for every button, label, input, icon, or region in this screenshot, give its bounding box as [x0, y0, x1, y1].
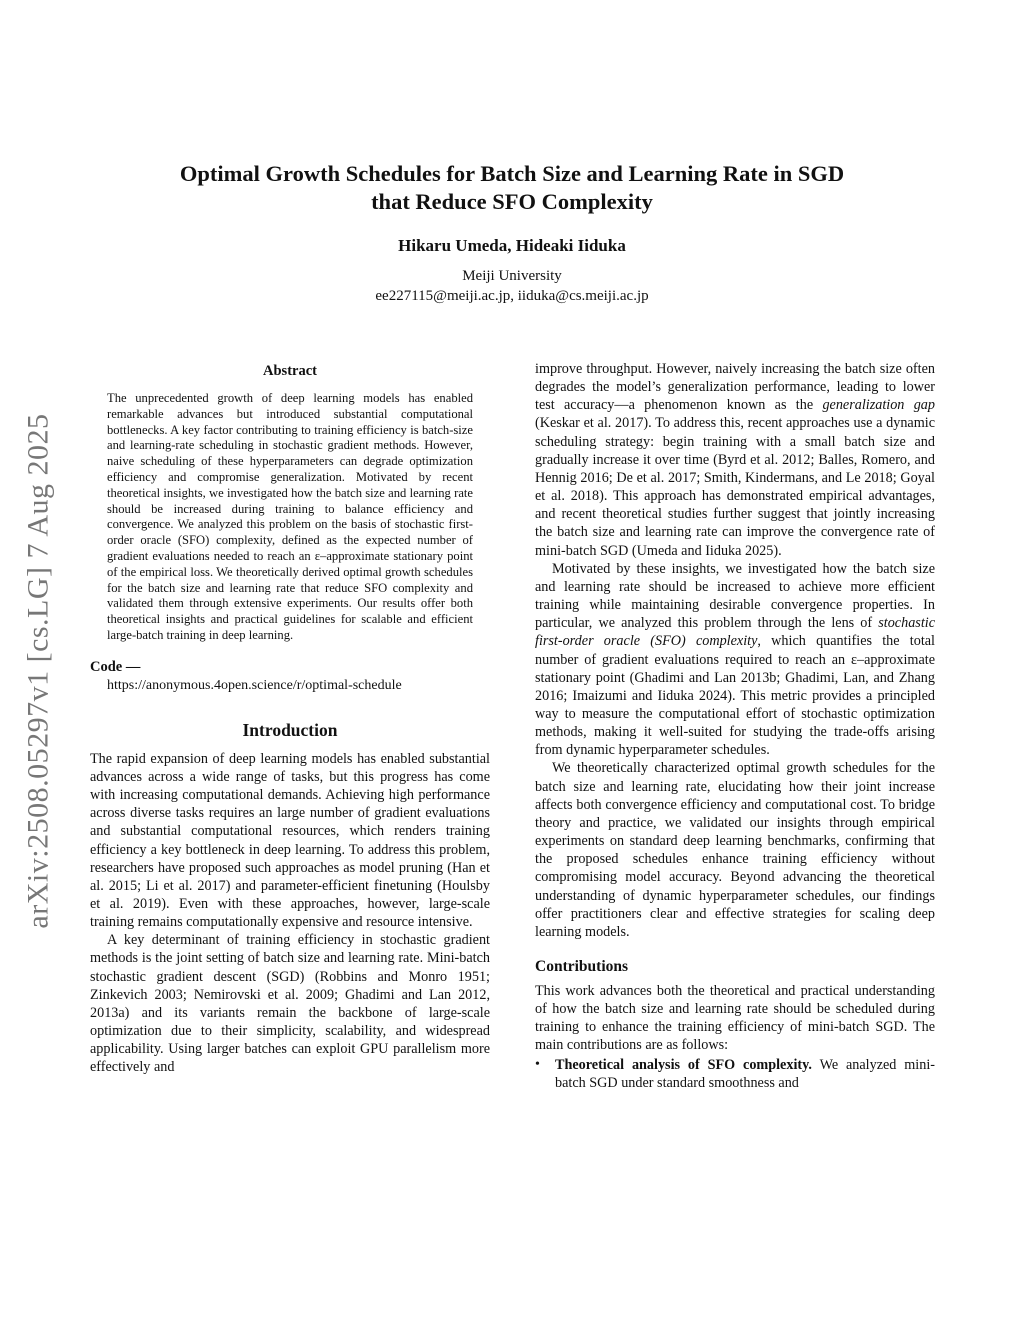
p3-text-a: Motivated by these insights, we investigated how the batch size and learning rate should be increased to achieve more efficient training while maintaining desirable convergence properties. In particular, we analyzed this problem through the lens of [535, 560, 935, 632]
contribution-item [535, 1056, 935, 1092]
contributions-heading: Contributions [535, 958, 629, 975]
code-link[interactable]: https://anonymous.4open.science/r/optimal-schedule [107, 677, 402, 693]
intro-paragraph-2-continued [535, 360, 935, 560]
arxiv-identifier: arXiv:2508.05297v1 [cs.LG] 7 Aug 2025 [22, 413, 55, 929]
p2-cont-text-a: improve throughput. However, naively increasing the batch size often degrades the model’s generalization performance, leading to lower test accuracy—a phenomenon known as the [535, 361, 935, 414]
contributions-intro: This work advances both the theoretical and practical understanding of how the batch size and learning rate should be scheduled during training to enhance the training efficiency of mini-batch SGD. The main contributions are as follows: [535, 983, 935, 1054]
paper-title [90, 160, 934, 216]
intro-paragraph-4: We theoretically characterized optimal growth schedules for the batch size and learning rate, elucidating how their joint increase affects both convergence efficiency and computational cost. To bridge theory and practice, we validated our insights through empirical experiments on standard deep learning benchmarks, confirming that the proposed schedules enhance training efficiency without compromising model accuracy. Beyond advancing the theoretical understanding of dynamic hyperparameter schedules, our findings offer practitioners clear and effective strategies for scaling deep learning models. [535, 760, 935, 940]
arxiv-side-stamp [18, 376, 60, 966]
author-list: Hikaru Umeda, Hideaki Iiduka [398, 236, 626, 255]
abstract-heading: Abstract [263, 363, 317, 379]
left-column [90, 363, 490, 1077]
bullet-marker: • [535, 1056, 540, 1072]
p2-cont-text-b: (Keskar et al. 2017). To address this, recent approaches use a dynamic scheduling strategy: begin training with a small batch size and gradually increase it over time (Byrd et al. 2012; Balles, Romero, and Hennig 2016; De et al. 2017; Smith, Kindermans, and Le 2018; Goyal et al. 2018). This approach has demonstrated empirical advantages, and recent theoretical studies further suggest that jointly increasing the batch size and learning rate can improve the convergence rate of mini-batch SGD (Umeda and Iiduka 2025). [535, 415, 935, 559]
right-column [535, 360, 935, 1092]
affiliation-block [90, 266, 934, 306]
intro-paragraph-2: A key determinant of training efficiency in stochastic gradient methods is the joint setting of batch size and learning rate. Mini-batch stochastic gradient descent (SGD) (Robbins and Monro 1951; Zinkevich 2003; Nemirovski et al. 2009; Ghadimi and Lan 2012, 2013a) and its variants remain the backbone of large-scale optimization due to their simplicity, scalability, and widespread applicability. Using larger batches can exploit GPU parallelism more effectively and [90, 932, 490, 1076]
abstract-text: The unprecedented growth of deep learning models has enabled remarkable advances but introduced substantial computational bottlenecks. A key factor contributing to training efficiency is batch-size and learning-rate scheduling in stochastic gradient methods. However, naive scheduling of these hyperparameters can degrade optimization efficiency and compromise generalization. Motivated by recent theoretical insights, we investigated how the batch size and learning rate should be increased during training to balance efficiency and convergence. We analyzed this problem on the basis of stochastic first-order oracle (SFO) complexity, defined as the expected number of gradient evaluations needed to reach an ε–approximate stationary point of the empirical loss. We theoretically derived optimal growth schedules for the batch size and learning rate that reduce SFO complexity and validated them through extensive experiments. Our results offer both theoretical insights and practical guidelines for scalable and efficient large-batch training in deep learning. [107, 391, 473, 642]
author-emails: ee227115@meiji.ac.jp, iiduka@cs.meiji.ac.jp [375, 288, 649, 304]
p3-text-b: , which quantifies the total number of gradient evaluations required to reach an ε–approximate stationary point (Ghadimi and Lan 2013b; Ghadimi, Lan, and Zhang 2016; Imaizumi and Iiduka 2024). This metric provides a principled way to measure the computational effort of stochastic optimization methods, making it well-suited for studying the trade-offs arising from dynamic hyperparameter schedules. [535, 633, 935, 759]
affiliation: Meiji University [462, 268, 562, 284]
code-heading: Code — [90, 658, 141, 675]
title-line-1: Optimal Growth Schedules for Batch Size and Learning Rate in SGD [179, 161, 845, 186]
generalization-gap-term: generalization gap [822, 397, 935, 414]
contribution-item-title: Theoretical analysis of SFO complexity. [555, 1056, 812, 1073]
contribution-item-text [555, 1056, 935, 1092]
title-line-2: that Reduce SFO Complexity [371, 189, 653, 214]
intro-paragraph-3 [535, 560, 935, 760]
sfo-complexity-term: stochastic first-order oracle (SFO) complexity [535, 615, 935, 650]
intro-paragraph-1: The rapid expansion of deep learning models has enabled substantial advances across a wide range of tasks, but this progress has come with increasing computational demands. Achieving high performance across diverse tasks requires an large number of gradient evaluations and substantial computational resources, which renders training efficiency a key bottleneck in deep learning. To address this problem, researchers have proposed such approaches as model pruning (Han et al. 2015; Li et al. 2017) and parameter-efficient finetuning (Houlsby et al. 2019). Even with these approaches, however, large-scale training remains computationally expensive and resource intensive. [90, 750, 490, 931]
introduction-heading: Introduction [242, 719, 338, 740]
contribution-item-body: We analyzed mini-batch SGD under standard smoothness and [555, 1056, 935, 1091]
